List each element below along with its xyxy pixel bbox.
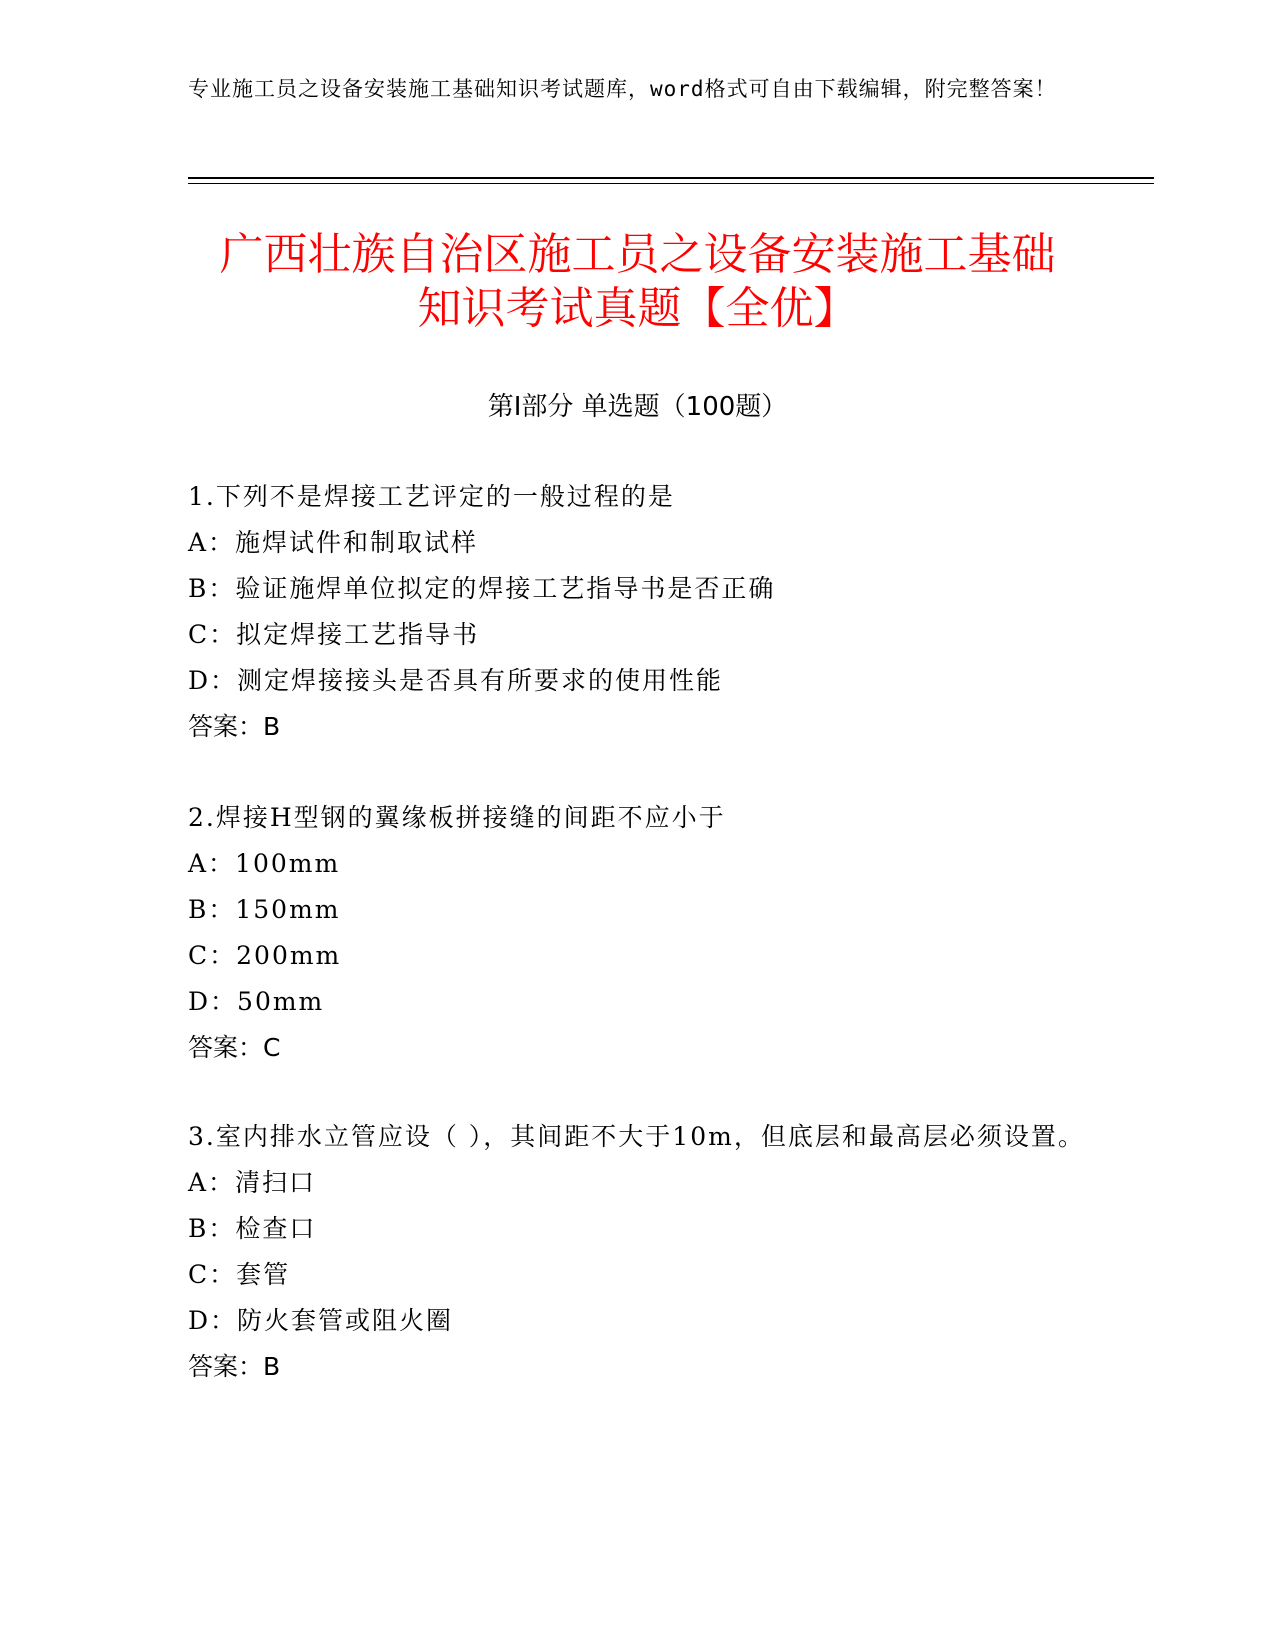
question-stem: 3.室内排水立管应设（ ），其间距不大于10m，但底层和最高层必须设置。 [188, 1122, 1085, 1151]
question-block [188, 795, 1088, 1071]
option-a: A：100mm [188, 849, 341, 878]
answer-text: 答案：B [188, 1352, 281, 1381]
option-a: A：清扫口 [188, 1168, 317, 1197]
header-divider-thin [188, 183, 1154, 184]
question-block [188, 474, 1088, 750]
option-a: A：施焊试件和制取试样 [188, 528, 479, 557]
option-c: C：200mm [188, 941, 342, 970]
question-block [188, 1114, 1088, 1390]
option-d: D：测定焊接接头是否具有所要求的使用性能 [188, 666, 724, 695]
title-line-2: 知识考试真题【全优】 [417, 283, 858, 334]
header-divider-thick [188, 177, 1154, 179]
section-heading: 第Ⅰ部分 单选题（100题） [487, 392, 788, 422]
option-b: B：验证施焊单位拟定的焊接工艺指导书是否正确 [188, 574, 776, 603]
question-stem: 2.焊接H型钢的翼缘板拼接缝的间距不应小于 [188, 803, 726, 832]
option-b: B：150mm [188, 895, 341, 924]
intro-text: 专业施工员之设备安装施工基础知识考试题库，word格式可自由下载编辑，附完整答案！ [188, 77, 1057, 101]
question-stem: 1.下列不是焊接工艺评定的一般过程的是 [188, 482, 675, 511]
title-line-1: 广西壮族自治区施工员之设备安装施工基础 [219, 229, 1056, 280]
option-c: C：套管 [188, 1260, 291, 1289]
option-c: C：拟定焊接工艺指导书 [188, 620, 480, 649]
answer-text: 答案：C [188, 1033, 281, 1062]
option-d: D：防火套管或阻火圈 [188, 1306, 454, 1335]
document-title [120, 228, 1155, 336]
option-d: D：50mm [188, 987, 325, 1016]
answer-text: 答案：B [188, 712, 281, 741]
option-b: B：检查口 [188, 1214, 317, 1243]
